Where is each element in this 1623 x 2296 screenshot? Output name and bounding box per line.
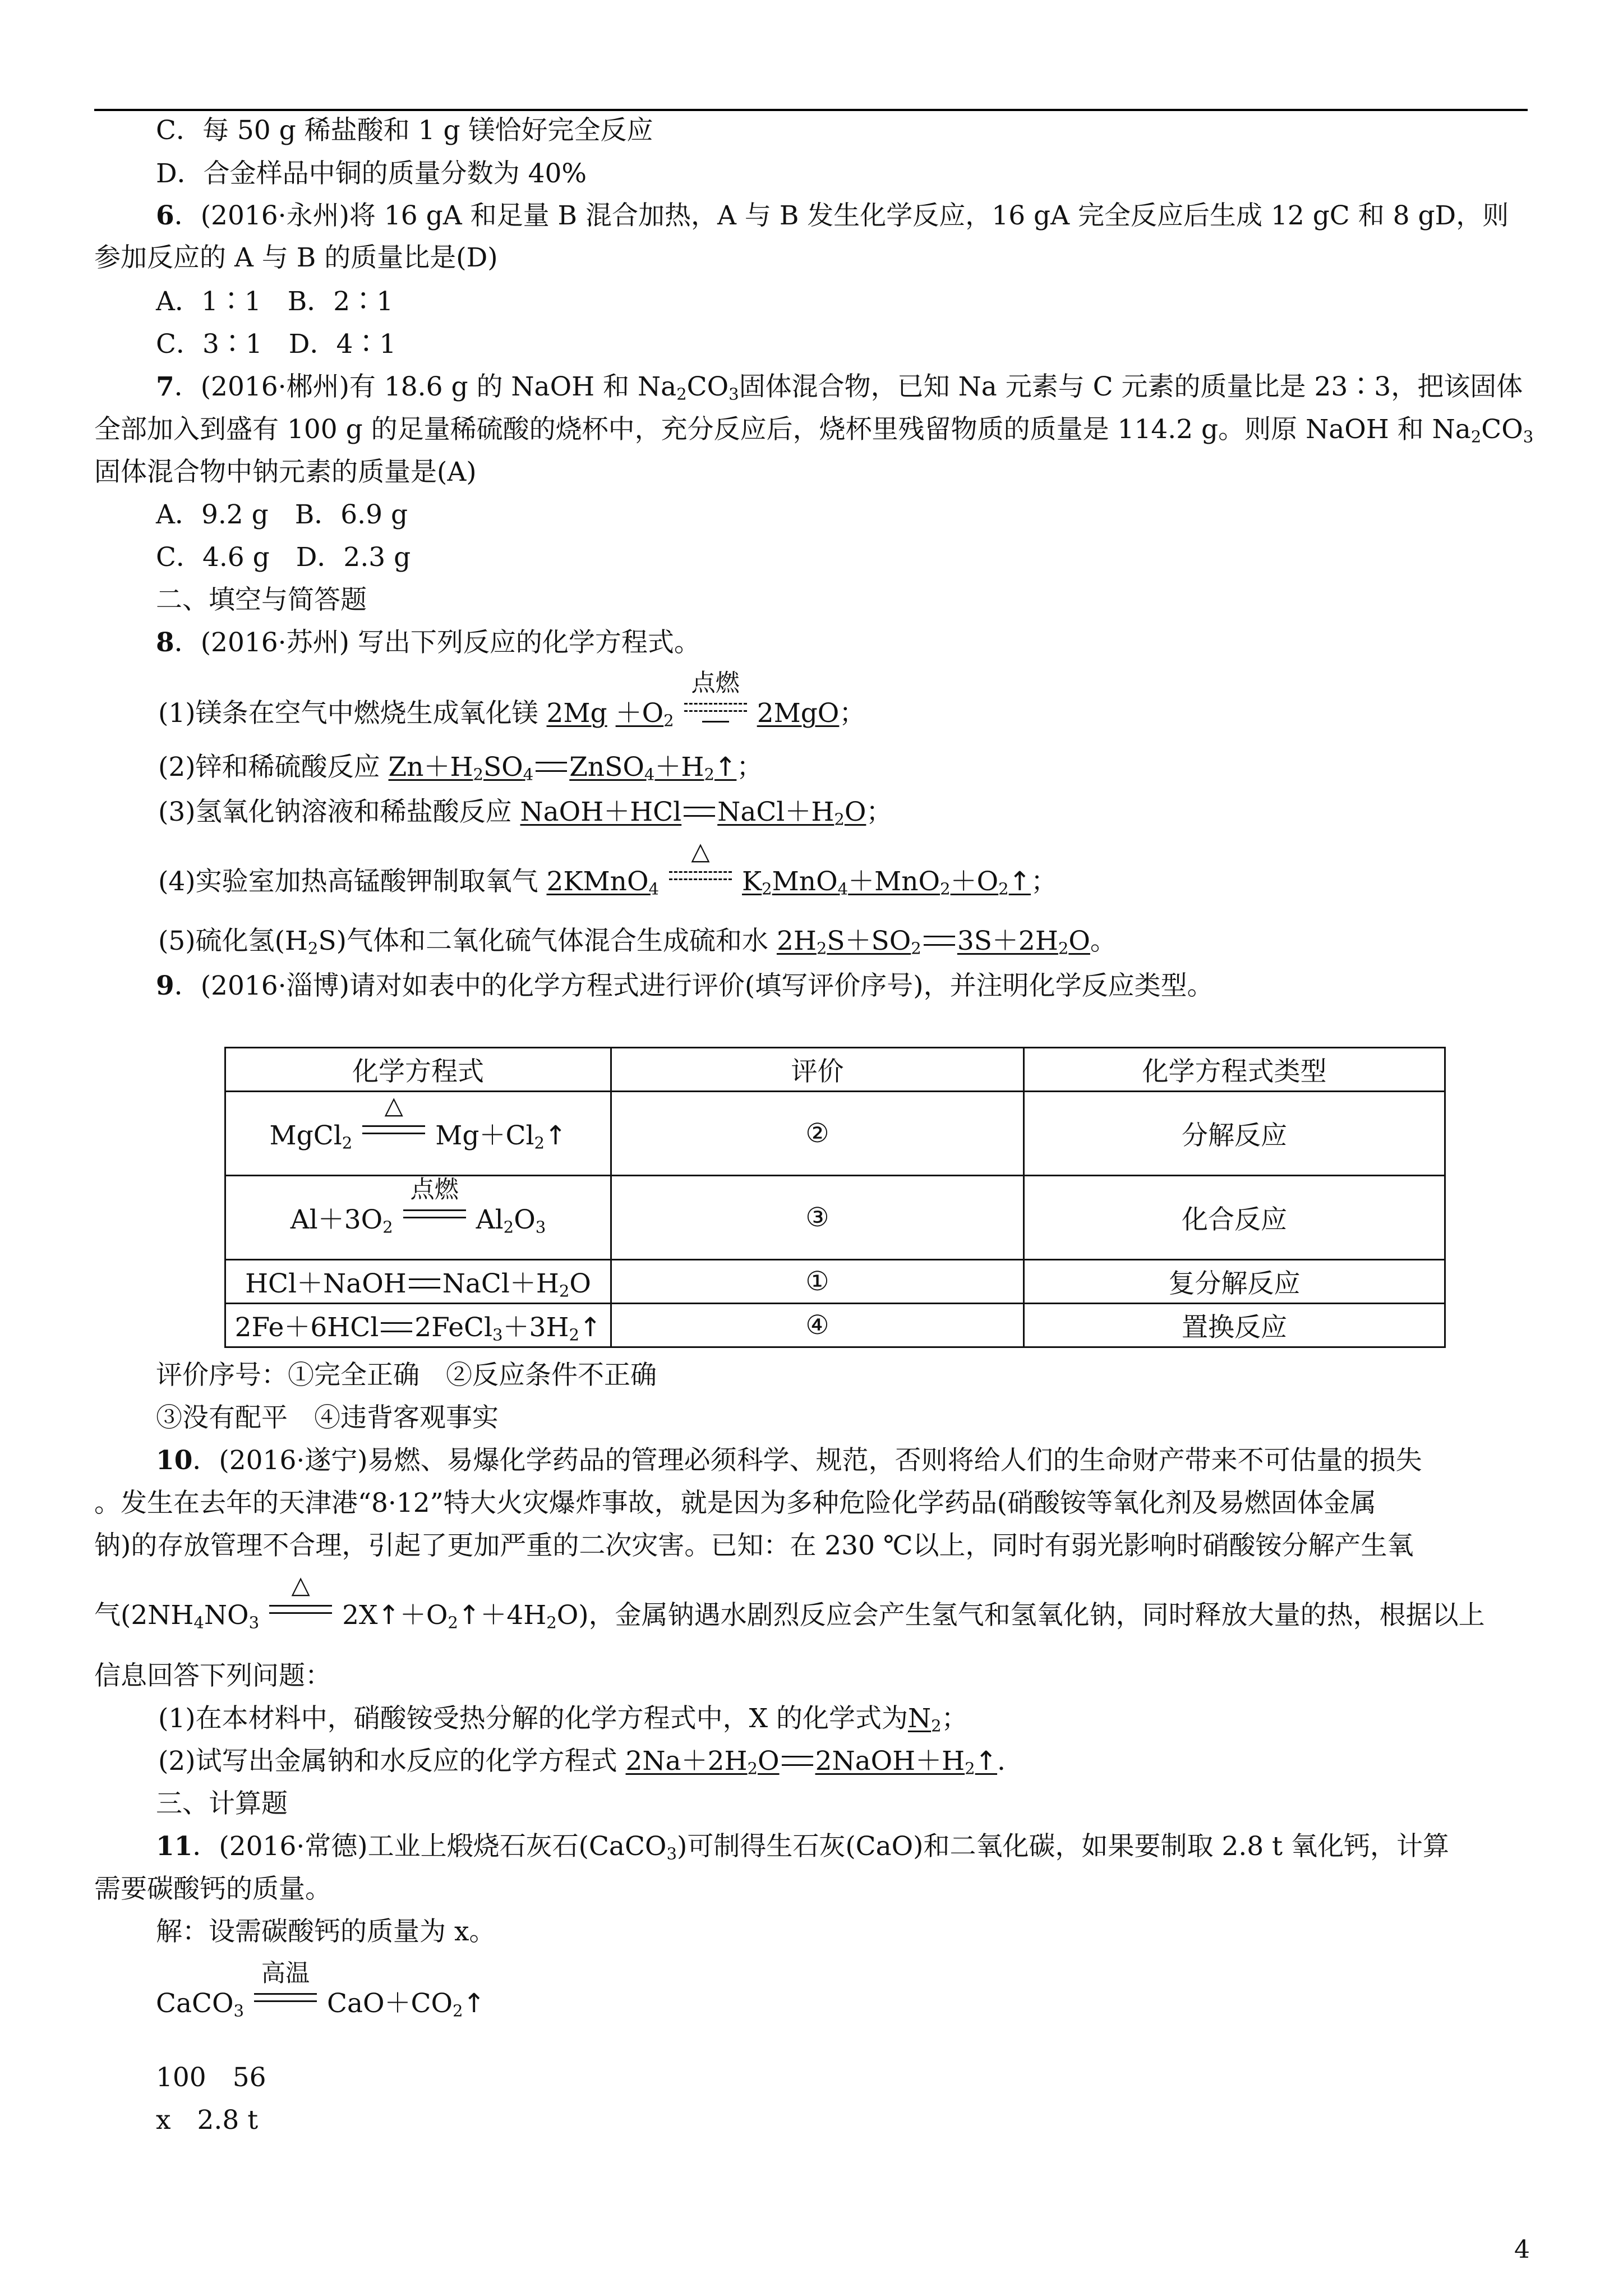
q10-stem-line3: 钠)的存放管理不合理，引起了更加严重的二次灾害。已知：在 230 ℃以上，同时有弱光影响时硝酸铵分解产生氧: [94, 1530, 1414, 1561]
q5-option-d: D．合金样品中铜的质量分数为 40%: [156, 158, 587, 189]
table-row: [225, 1092, 1445, 1176]
q8-part1-answer-o2: $+O_2$: [615, 698, 674, 730]
q8-part4-answer-right: $K_2MnO_4+MnO_2+O_2↑$: [742, 866, 1031, 899]
heat-label: △: [384, 1091, 403, 1120]
q8-part5-label-a: (5)硫化氢(H: [158, 926, 308, 956]
q8-stem-text: ．(2016·苏州) 写出下列反应的化学方程式。: [174, 627, 700, 658]
q10-text4c: ，金属钠遇水剧烈反应会产生氢气和氢氧化钠，同时释放大量的热，根据以上: [588, 1600, 1485, 1631]
q11-stem-line1: 11．(2016·常德)工业上煅烧石灰石(CaCO$_3$)可制得生石灰(CaO)和二氧化碳，如果要制取 2.8 t 氧化钙，计算: [156, 1831, 1449, 1864]
q5-option-c: C．每 50 g 稀盐酸和 1 g 镁恰好完全反应: [156, 115, 653, 146]
q11-ratio-line1: 100 56: [156, 2062, 266, 2093]
heat-condition: [267, 1571, 334, 1624]
q10-part2-answer: $2Na+2H_2O$ $2NaOH+H_2↑$: [625, 1746, 998, 1778]
q9-legend-line1: 评价序号：①完全正确 ②反应条件不正确: [156, 1360, 657, 1391]
q7-text1c: 固体混合物，已知 Na 元素与 C 元素的质量比是 23∶3，把该固体: [739, 371, 1523, 402]
q11-solution-intro: 解：设需碳酸钙的质量为 x。: [156, 1916, 496, 1947]
q10-number: 10: [156, 1445, 193, 1476]
header-equation: 化学方程式: [225, 1048, 611, 1092]
q11-number: 11: [156, 1831, 193, 1862]
equation-cell: HCl＋NaOH $NaCl+H_2O$: [225, 1260, 611, 1304]
q6-stem-text1: ．(2016·永州)将 16 gA 和足量 B 混合加热，A 与 B 发生化学反应，16 gA 完全反应后生成 12 gC 和 8 gD，则: [174, 200, 1509, 231]
q9-stem-text: ．(2016·淄博)请对如表中的化学方程式进行评价(填写评价序号)，并注明化学反应类型。: [174, 970, 1214, 1001]
q10-stem-line2: 。发生在去年的天津港“8·12”特大火灾爆炸事故，就是因为多种危险化学药品(硝酸铵等氧化剂及易燃固体金属: [94, 1488, 1377, 1519]
ignition-label: 点燃: [691, 669, 740, 697]
q8-part5-label-b: S)气体和二氧化硫气体混合生成硫和水: [318, 926, 768, 956]
q6-options-cd: C．3∶1 D．4∶1: [156, 329, 396, 360]
q10-text4a: 气(2NH: [94, 1600, 194, 1631]
type-cell: 分解反应: [1024, 1092, 1445, 1176]
evaluation-cell: ①: [611, 1260, 1024, 1304]
q8-part5-answer: $2H_2S+SO_2$ $3S+2H_2O$: [776, 926, 1090, 958]
q7-options-cd: C．4.6 g D．2.3 g: [156, 542, 411, 573]
type-cell: 复分解反应: [1024, 1260, 1445, 1304]
q9-stem: [156, 970, 1214, 1002]
table-row: [225, 1260, 1445, 1304]
ignition-condition: [682, 669, 749, 722]
q7-text1b: CO: [686, 371, 729, 402]
table-header-row: [225, 1048, 1445, 1092]
q10-stem-line5: 信息回答下列问题：: [94, 1660, 331, 1691]
table-row: [225, 1176, 1445, 1260]
evaluation-table: [224, 1047, 1446, 1348]
q6-stem-line2: 参加反应的 A 与 B 的质量比是(D): [94, 242, 498, 273]
q10-part1-answer: $N_2$: [907, 1703, 942, 1736]
q10-text1: ．(2016·遂宁)易燃、易爆化学药品的管理必须科学、规范，否则将给人们的生命财产带来不可估量的损失: [192, 1445, 1422, 1476]
q10-part2-label: (2)试写出金属钠和水反应的化学方程式: [158, 1746, 617, 1777]
header-rule: [94, 109, 1528, 111]
q8-part2: (2)锌和稀硫酸反应 $Zn+H_2SO_4$ $ZnSO_4+H_2↑$；: [158, 752, 763, 784]
table-row: [225, 1304, 1445, 1347]
section-2-heading: 二、填空与简答题: [156, 585, 367, 615]
q8-part3: (3)氢氧化钠溶液和稀盐酸反应 NaOH＋HCl $NaCl+H_2O$；: [158, 797, 893, 829]
q7-stem-line2: 全部加入到盛有 100 g 的足量稀硫酸的烧杯中，充分反应后，烧杯里残留物质的质量是 114.2 g。则原 NaOH 和 $Na_2CO_3$: [94, 414, 1534, 447]
header-type: 化学方程式类型: [1024, 1048, 1445, 1092]
evaluation-cell: ④: [611, 1304, 1024, 1347]
q10-part1: (1)在本材料中，硝酸铵受热分解的化学方程式中，X 的化学式为$N_2$；: [158, 1703, 968, 1736]
q8-part4: (4)实验室加热高锰酸钾制取氧气 2KMnO$_4$ △ $K_2MnO_4+MnO_2+O_2↑$；: [158, 837, 1058, 899]
header-evaluation: 评价: [611, 1048, 1024, 1092]
q8-number: 8: [156, 627, 174, 658]
q8-stem: [156, 627, 700, 659]
q10-text4b: NO: [204, 1600, 249, 1631]
q8-part5: (5)硫化氢$(H_2S)$气体和二氧化硫气体混合生成硫和水 $2H_2S+SO_2$ $3S+2H_2O$。: [158, 926, 1117, 958]
q9-legend-line2: ③没有配平 ④违背客观事实: [156, 1402, 499, 1433]
q7-text1a: ．(2016·郴州)有 18.6 g 的 NaOH 和 Na: [174, 371, 677, 402]
q7-stem-line1: 7．(2016·郴州)有 18.6 g 的 NaOH 和 $Na_2CO_3$固体混合物，已知 Na 元素与 C 元素的质量比是 23∶3，把该固体: [156, 371, 1523, 404]
high-temperature-label: 高温: [261, 1959, 310, 1987]
q6-number: 6: [156, 200, 174, 231]
ignition-condition: [401, 1175, 468, 1228]
q10-part2: (2)试写出金属钠和水反应的化学方程式 $2Na+2H_2O$ $2NaOH+H_2↑$.: [158, 1746, 1006, 1778]
section-3-heading: 三、计算题: [156, 1788, 288, 1819]
q7-options-ab: A．9.2 g B．6.9 g: [156, 499, 408, 530]
q8-part4-label: (4)实验室加热高锰酸钾制取氧气: [158, 866, 538, 897]
q8-part3-answer: NaOH＋HCl $NaCl+H_2O$: [520, 797, 866, 829]
q9-number: 9: [156, 970, 174, 1001]
q8-part3-label: (3)氢氧化钠溶液和稀盐酸反应: [158, 797, 512, 827]
q6-stem-line1: [156, 200, 1509, 232]
q8-part1-answer-left: 2Mg: [546, 698, 607, 729]
high-temperature-condition: [252, 1959, 319, 2012]
q8-part2-answer: $Zn+H_2SO_4$ $ZnSO_4+H_2↑$: [388, 752, 737, 784]
evaluation-cell: ②: [611, 1092, 1024, 1176]
q11-stem-line2: 需要碳酸钙的质量。: [94, 1874, 331, 1904]
q11-ratio-line2: x 2.8 t: [156, 2105, 259, 2136]
q8-part1-label: (1)镁条在空气中燃烧生成氧化镁: [158, 698, 538, 729]
q8-part1-answer-right: 2MgO: [757, 698, 840, 729]
heat-condition: [360, 1091, 427, 1144]
q7-number: 7: [156, 371, 174, 402]
ignition-label: 点燃: [410, 1175, 459, 1204]
heat-condition: [667, 837, 734, 890]
q8-part2-label: (2)锌和稀硫酸反应: [158, 752, 380, 783]
q10-stem-line1: [156, 1445, 1422, 1476]
heat-label: △: [291, 1571, 310, 1599]
q8-part4-answer-left: 2KMnO$_4$: [546, 866, 660, 899]
q10-stem-line4: 气($2NH_4NO_3$ △ $2X↑+O_2↑+4H_2O$)，金属钠遇水剧烈反应会产生氢气和氢氧化钠，同时释放大量的热，根据以上: [94, 1571, 1485, 1632]
equation-cell: 2Fe＋6HCl $2FeCl_3+3H_2↑$: [225, 1304, 611, 1347]
type-cell: 置换反应: [1024, 1304, 1445, 1347]
q10-part1-answer-text: N: [907, 1703, 932, 1734]
q7-stem-line3: 固体混合物中钠元素的质量是(A): [94, 457, 477, 487]
equation-cell: MgCl$_2$ △ $Mg+Cl_2↑$: [225, 1092, 611, 1176]
q11-text1b: )可制得生石灰(CaO)和二氧化碳，如果要制取 2.8 t 氧化钙，计算: [676, 1831, 1449, 1862]
q11-equation: CaCO$_3$ 高温 $CaO+CO_2↑$: [156, 1959, 485, 2021]
page-number: 4: [1514, 2235, 1530, 2264]
type-cell: 化合反应: [1024, 1176, 1445, 1260]
evaluation-cell: ③: [611, 1176, 1024, 1260]
equation-cell: $Al+3O_2$ 点燃 $Al_2O_3$: [225, 1176, 611, 1260]
heat-label: △: [691, 837, 710, 866]
q7-text2a: 全部加入到盛有 100 g 的足量稀硫酸的烧杯中，充分反应后，烧杯里残留物质的质量是 114.2 g。则原 NaOH 和 Na: [94, 414, 1471, 445]
q6-options-ab: A．1∶1 B．2∶1: [156, 286, 394, 317]
q11-text1a: ．(2016·常德)工业上煅烧石灰石(CaCO: [192, 1831, 667, 1862]
q7-text2b: CO: [1481, 414, 1523, 445]
q10-part1-label: (1)在本材料中，硝酸铵受热分解的化学方程式中，X 的化学式为: [158, 1703, 908, 1734]
q8-part1: (1)镁条在空气中燃烧生成氧化镁 $2Mg +O_2$ 点燃 2MgO；: [158, 669, 866, 730]
